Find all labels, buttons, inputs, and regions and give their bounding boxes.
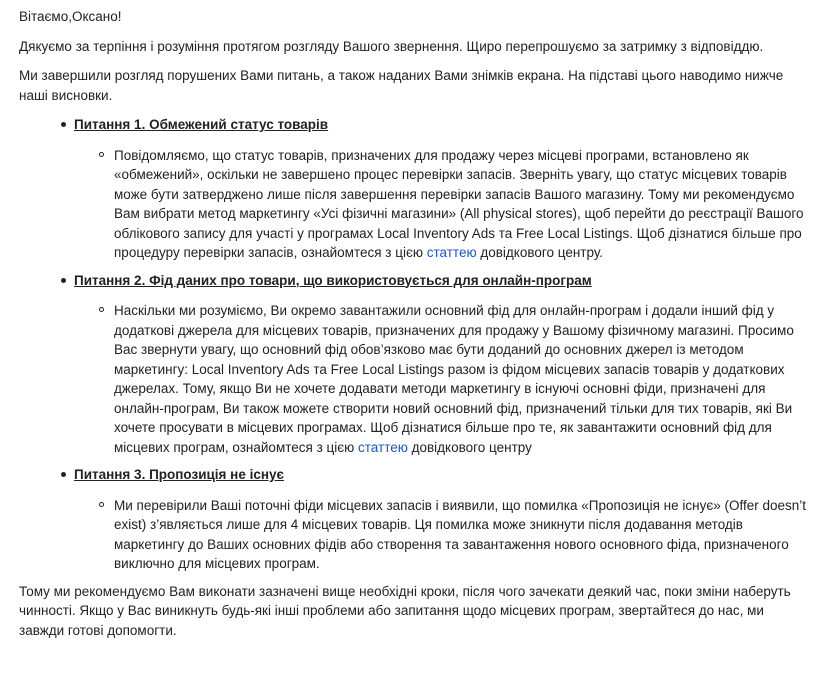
issue-detail [74, 301, 810, 457]
circle-bullet-icon [99, 502, 104, 507]
intro-paragraph: Ми завершили розгляд порушених Вами питань, а також наданих Вами знімків екрана. На підставі цього наводимо нижче наші висновки. [19, 68, 784, 103]
closing-paragraph: Тому ми рекомендуємо Вам виконати зазначені вище необхідні кроки, після чого зачекати деякий час, поки зміни наберуть чинності. Якщо у Вас виникнуть будь-які інші проблеми або запитання щодо місцевих програм, звертайтеся до нас, ми завжди готові допомогти. [19, 583, 791, 638]
issue-text: Ми перевірили Ваші поточні фіди місцевих запасів і виявили, що помилка «Пропозиція не існує» (Offer doesn’t exist) з’являється лише для 4 місцевих товарів. Ця помилка може зникнути після додавання методів маркетингу до Ваших основних фідів або створення та завантаження нового основного фіда, призначеного виключно для місцевих програм. [114, 497, 807, 571]
greeting: Вітаємо,Оксано! [19, 9, 122, 24]
bullet-icon [61, 278, 66, 283]
issue-title: Питання 1. Обмежений статус товарів [74, 117, 329, 132]
issues-list [19, 115, 810, 574]
thanks-paragraph: Дякуємо за терпіння і розуміння протягом розгляду Вашого звернення. Щиро перепрошуємо за затримку з відповіддю. [19, 38, 764, 54]
issue-text-end: довідкового центру. [476, 245, 603, 260]
issue-title: Питання 2. Фід даних про товари, що використовується для онлайн-програм [74, 272, 592, 288]
issue-text-end: довідкового центру [407, 439, 532, 455]
bullet-icon [61, 122, 66, 127]
article-link[interactable]: статтею [426, 245, 477, 260]
issue-text: Повідомляємо, що статус товарів, призначених для продажу через місцеві програми, встановлено як «обмежений», оскільки не завершено процес перевірки запасів. Зверніть увагу, що статус місцевих товарів може бути затверджено лише після завершення перевірки запасів Вашого магазину. Тому ми рекомендуємо Вам вибрати метод маркетингу «Усі фізичні магазини» (All physical stores), щоб перейти до реєстрації Вашого облікового запису для участі у програмах Local Inventory Ads та Free Local Listings. Щоб дізнатися більше про процедуру перевірки запасів, ознайомтеся з цією [114, 147, 804, 260]
bullet-icon [61, 472, 66, 477]
issue-detail [74, 146, 810, 263]
article-link[interactable]: статтею [358, 439, 408, 455]
circle-bullet-icon [99, 152, 104, 157]
issue-text: Наскільки ми розуміємо, Ви окремо завантажили основний фід для онлайн-програм і додали інший фід у додаткові джерела для місцевих товарів, призначених для продажу у Вашому фізичному магазині. Просимо Вас звернути увагу, що основний фід обов’язково має бути доданий до основних джерел із методом маркетингу: Local Inventory Ads та Free Local Listings разом із фідом місцевих запасів товарів у додаткових джерелах. Тому, якщо Ви не хочете додавати методи маркетингу в існуючі основні фіди, призначені для онлайн-програм, Ви також можете створити новий основний фід, призначений тільки для тих товарів, які Ви хочете просувати в місцевих програмах. Щоб дізнатися більше про те, як завантажити основний фід для місцевих програм, ознайомтеся з цією [114, 303, 794, 455]
issue-item-2 [19, 271, 810, 458]
issue-item-3 [19, 465, 810, 574]
issue-item-1 [19, 115, 810, 263]
issue-title: Питання 3. Пропозиція не існує [74, 467, 284, 482]
circle-bullet-icon [99, 307, 104, 312]
issue-detail [74, 496, 810, 574]
